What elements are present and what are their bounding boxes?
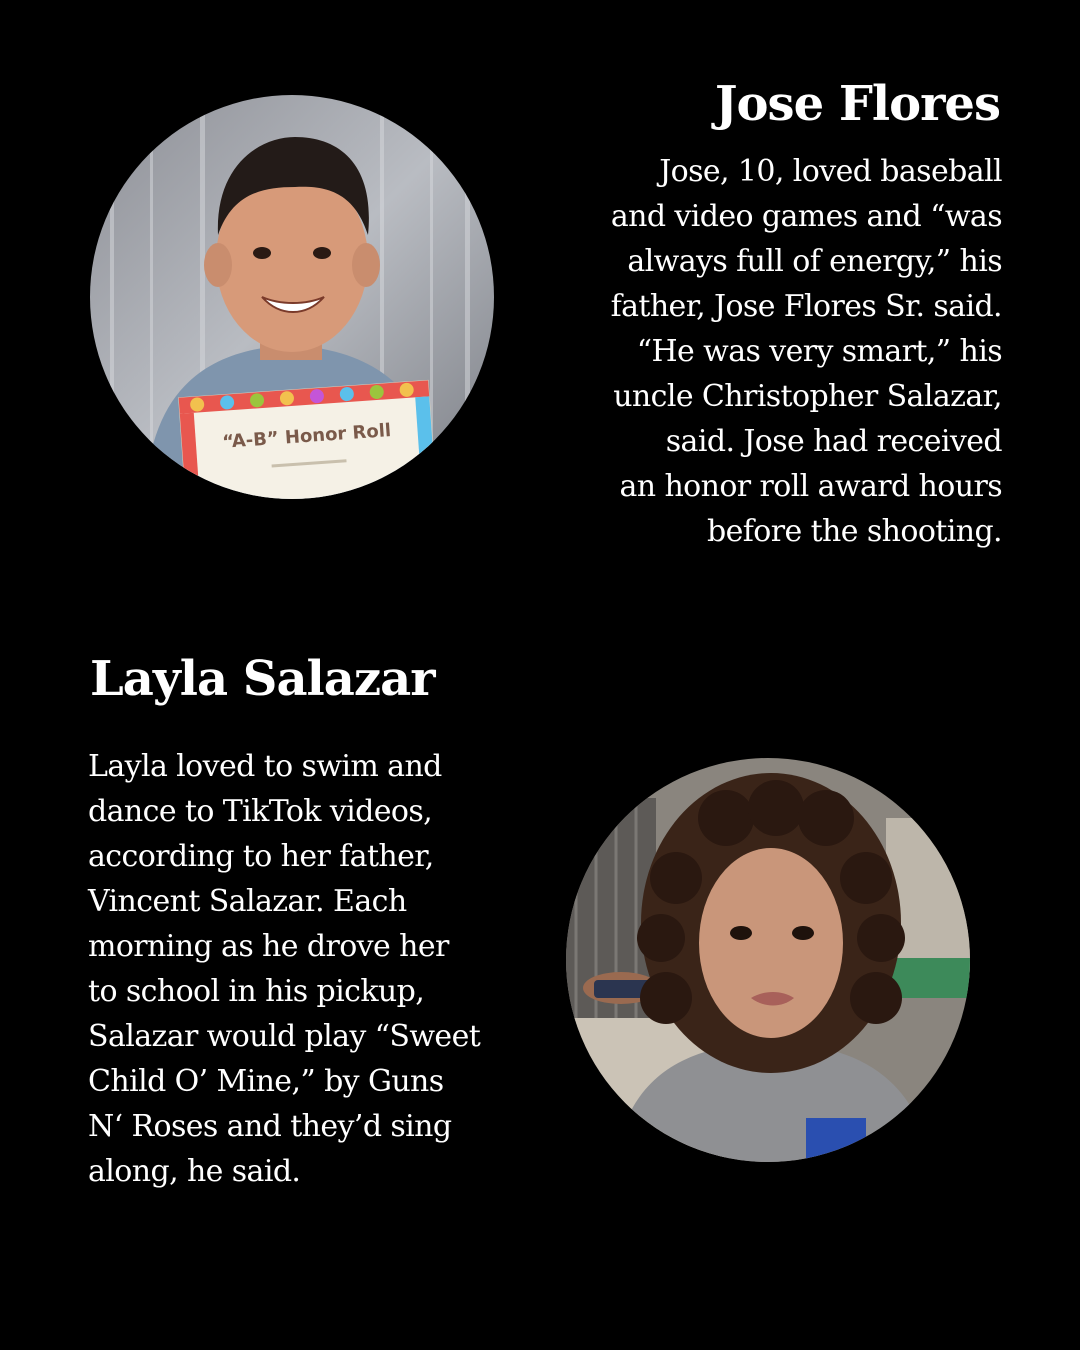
bio-line: and video games and “was	[610, 199, 1002, 234]
portrait-photo-icon	[90, 95, 494, 499]
bio-line: N‘ Roses and they’d sing	[88, 1109, 452, 1144]
profile-name-jose: Jose Flores	[714, 76, 1000, 132]
bio-line: Jose, 10, loved baseball	[659, 154, 1002, 189]
bio-line: father, Jose Flores Sr. said.	[610, 289, 1002, 324]
bio-line: Layla loved to swim and	[88, 749, 442, 784]
bio-line: “He was very smart,” his	[636, 334, 1002, 369]
bio-line: according to her father,	[88, 839, 434, 874]
bio-line: uncle Christopher Salazar,	[613, 379, 1002, 414]
profile-name-layla: Layla Salazar	[90, 651, 435, 707]
bio-line: an honor roll award hours	[619, 469, 1002, 504]
profile-bio-jose	[611, 149, 1002, 554]
bio-line: morning as he drove her	[88, 929, 449, 964]
certificate-text: “A-B” Honor Roll	[221, 420, 392, 453]
bio-line: said. Jose had received	[665, 424, 1002, 459]
portrait-photo-icon	[566, 758, 970, 1162]
layla-salazar-photo	[566, 758, 970, 1162]
bio-line: dance to TikTok videos,	[88, 794, 433, 829]
bio-line: Salazar would play “Sweet	[88, 1019, 481, 1054]
bio-line: before the shooting.	[707, 514, 1002, 549]
bio-line: Child O’ Mine,” by Guns	[88, 1064, 444, 1099]
jose-flores-photo	[90, 95, 494, 499]
bio-line: along, he said.	[88, 1154, 301, 1189]
bio-line: Vincent Salazar. Each	[88, 884, 407, 919]
bio-line: to school in his pickup,	[88, 974, 425, 1009]
profile-bio-layla	[88, 744, 480, 1194]
bio-line: always full of energy,” his	[627, 244, 1002, 279]
